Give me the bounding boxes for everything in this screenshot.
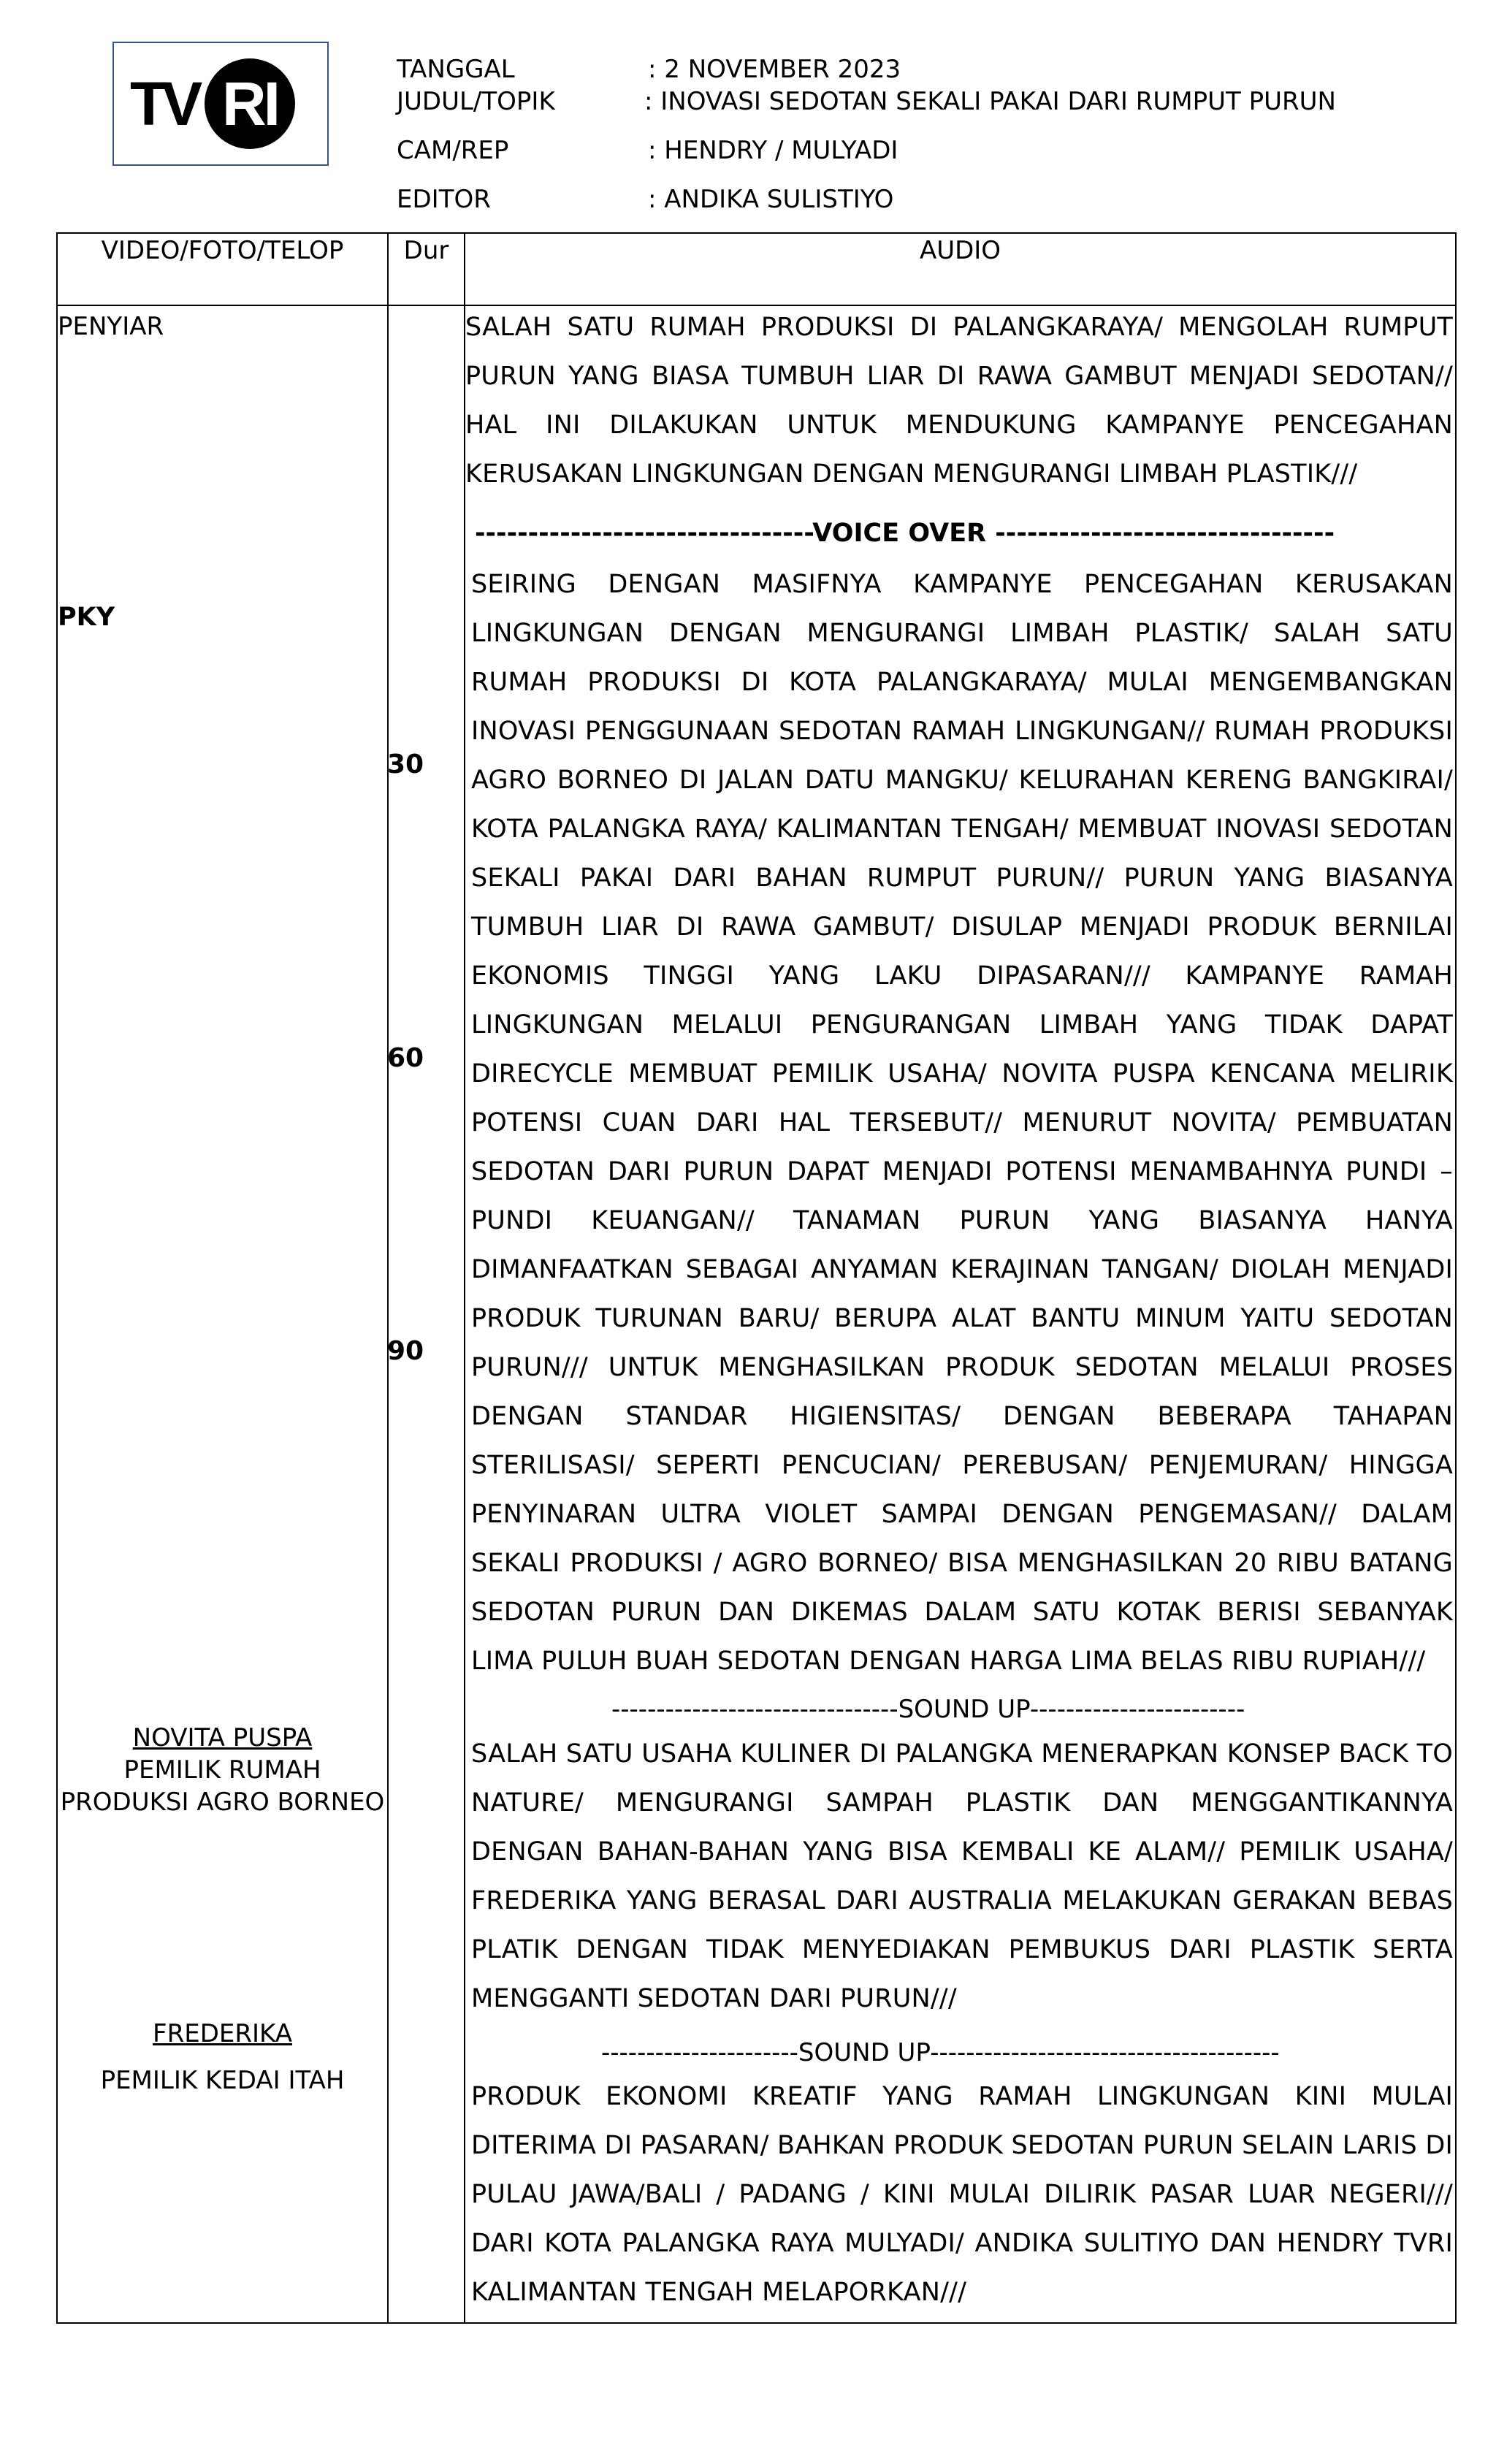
lower-third-name: FREDERIKA (153, 2019, 292, 2048)
table-border-top (56, 232, 1457, 234)
meta-value: : HENDRY / MULYADI (648, 136, 898, 165)
voice-over-label: --------------------------------VOICE OVER -------------------------------- (475, 519, 1335, 548)
video-lower-third-frederika (58, 2018, 387, 2097)
svg-text:TV: TV (130, 69, 197, 138)
duration-marker: 90 (387, 1336, 424, 1366)
svg-text:RI: RI (222, 69, 278, 138)
table-col-divider-2 (464, 232, 465, 2324)
meta-label: TANGGAL (397, 55, 515, 84)
lower-third-role: PEMILIK RUMAH (123, 1755, 321, 1785)
video-penyiar: PENYIAR (58, 312, 164, 341)
column-header-audio: AUDIO (919, 236, 1001, 265)
sound-up-label: ----------------------SOUND UP--------------------------------------- (601, 2038, 1280, 2067)
video-pky: PKY (58, 603, 115, 632)
tvri-logo (112, 42, 329, 166)
column-header-video: VIDEO/FOTO/TELOP (101, 236, 344, 265)
column-header-dur: Dur (403, 236, 449, 265)
audio-intro: SALAH SATU RUMAH PRODUKSI DI PALANGKARAYA/ MENGOLAH RUMPUT PURUN YANG BIASA TUMBUH LIAR DI RAWA GAMBUT MENJADI SEDOTAN// HAL INI DILAKUKAN UNTUK MENDUKUNG KAMPANYE PENCEGAHAN KERUSAKAN LINGKUNGAN DENGAN MENGURANGI LIMBAH PLASTIK/// (465, 313, 1453, 489)
table-border-right (1455, 232, 1457, 2324)
meta-value: : INOVASI SEDOTAN SEKALI PAKAI DARI RUMPUT PURUN (644, 87, 1336, 116)
meta-label: JUDUL/TOPIK (397, 87, 555, 116)
meta-value: : ANDIKA SULISTIYO (648, 185, 894, 214)
duration-marker: 60 (387, 1043, 424, 1073)
video-lower-third-novita (58, 1722, 387, 1818)
meta-label: CAM/REP (397, 136, 509, 165)
audio-closing: PRODUK EKONOMI KREATIF YANG RAMAH LINGKUNGAN KINI MULAI DITERIMA DI PASARAN/ BAHKAN PRODUK SEDOTAN PURUN SELAIN LARIS DI PULAU JAWA/BALI / PADANG / KINI MULAI DILIRIK PASAR LUAR NEGERI/// DARI KOTA PALANGKA RAYA MULYADI/ ANDIKA SULITIYO DAN HENDRY TVRI KALIMANTAN TENGAH MELAPORKAN/// (471, 2082, 1453, 2307)
lower-third-role: PEMILIK KEDAI ITAH (100, 2066, 345, 2095)
sound-up-label: --------------------------------SOUND UP------------------------ (611, 1695, 1245, 1724)
table-border-bottom (56, 2322, 1457, 2324)
lower-third-name: NOVITA PUSPA (132, 1723, 313, 1752)
tvri-logo-icon (114, 43, 327, 164)
table-border-left (56, 232, 58, 2324)
table-col-divider-1 (387, 232, 389, 2324)
meta-value: : 2 NOVEMBER 2023 (648, 55, 901, 84)
duration-marker: 30 (387, 750, 424, 779)
lower-third-role: PRODUKSI AGRO BORNEO (60, 1788, 385, 1817)
audio-segment-2: SALAH SATU USAHA KULINER DI PALANGKA MENERAPKAN KONSEP BACK TO NATURE/ MENGURANGI SAMPAH PLASTIK DAN MENGGANTIKANNYA DENGAN BAHAN-BAHAN YANG BISA KEMBALI KE ALAM// PEMILIK USAHA/ FREDERIKA YANG BERASAL DARI AUSTRALIA MELAKUKAN GERAKAN BEBAS PLATIK DENGAN TIDAK MENYEDIAKAN PEMBUKUS DARI PLASTIK SERTA MENGGANTI SEDOTAN DARI PURUN/// (471, 1739, 1453, 2013)
meta-label: EDITOR (397, 185, 491, 214)
audio-voice-over: SEIRING DENGAN MASIFNYA KAMPANYE PENCEGAHAN KERUSAKAN LINGKUNGAN DENGAN MENGURANGI LIMBAH PLASTIK/ SALAH SATU RUMAH PRODUKSI DI KOTA PALANGKARAYA/ MULAI MENGEMBANGKAN INOVASI PENGGUNAAN SEDOTAN RAMAH LINGKUNGAN// RUMAH PRODUKSI AGRO BORNEO DI JALAN DATU MANGKU/ KELURAHAN KERENG BANGKIRAI/ KOTA PALANGKA RAYA/ KALIMANTAN TENGAH/ MEMBUAT INOVASI SEDOTAN SEKALI PAKAI DARI BAHAN RUMPUT PURUN// PURUN YANG BIASANYA TUMBUH LIAR DI RAWA GAMBUT/ DISULAP MENJADI PRODUK BERNILAI EKONOMIS TINGGI YANG LAKU DIPASARAN/// KAMPANYE RAMAH LINGKUNGAN MELALUI PENGURANGAN LIMBAH YANG TIDAK DAPAT DIRECYCLE MEMBUAT PEMILIK USAHA/ NOVITA PUSPA KENCANA MELIRIK POTENSI CUAN DARI HAL TERSEBUT// MENURUT NOVITA/ PEMBUATAN SEDOTAN DARI PURUN DAPAT MENJADI POTENSI MENAMBAHNYA PUNDI – PUNDI KEUANGAN// TANAMAN PURUN YANG BIASANYA HANYA DIMANFAATKAN SEBAGAI ANYAMAN KERAJINAN TANGAN/ DIOLAH MENJADI PRODUK TURUNAN BARU/ BERUPA ALAT BANTU MINUM YAITU SEDOTAN PURUN/// UNTUK MENGHASILKAN PRODUK SEDOTAN MELALUI PROSES DENGAN STANDAR HIGIENSITAS/ DENGAN BEBERAPA TAHAPAN STERILISASI/ SEPERTI PENCUCIAN/ PEREBUSAN/ PENJEMURAN/ HINGGA PENYINARAN ULTRA VIOLET SAMPAI DENGAN PENGEMASAN// DALAM SEKALI PRODUKSI / AGRO BORNEO/ BISA MENGHASILKAN 20 RIBU BATANG SEDOTAN PURUN DAN DIKEMAS DALAM SATU KOTAK BERISI SEBANYAK LIMA PULUH BUAH SEDOTAN DENGAN HARGA LIMA BELAS RIBU RUPIAH/// (471, 570, 1453, 1676)
